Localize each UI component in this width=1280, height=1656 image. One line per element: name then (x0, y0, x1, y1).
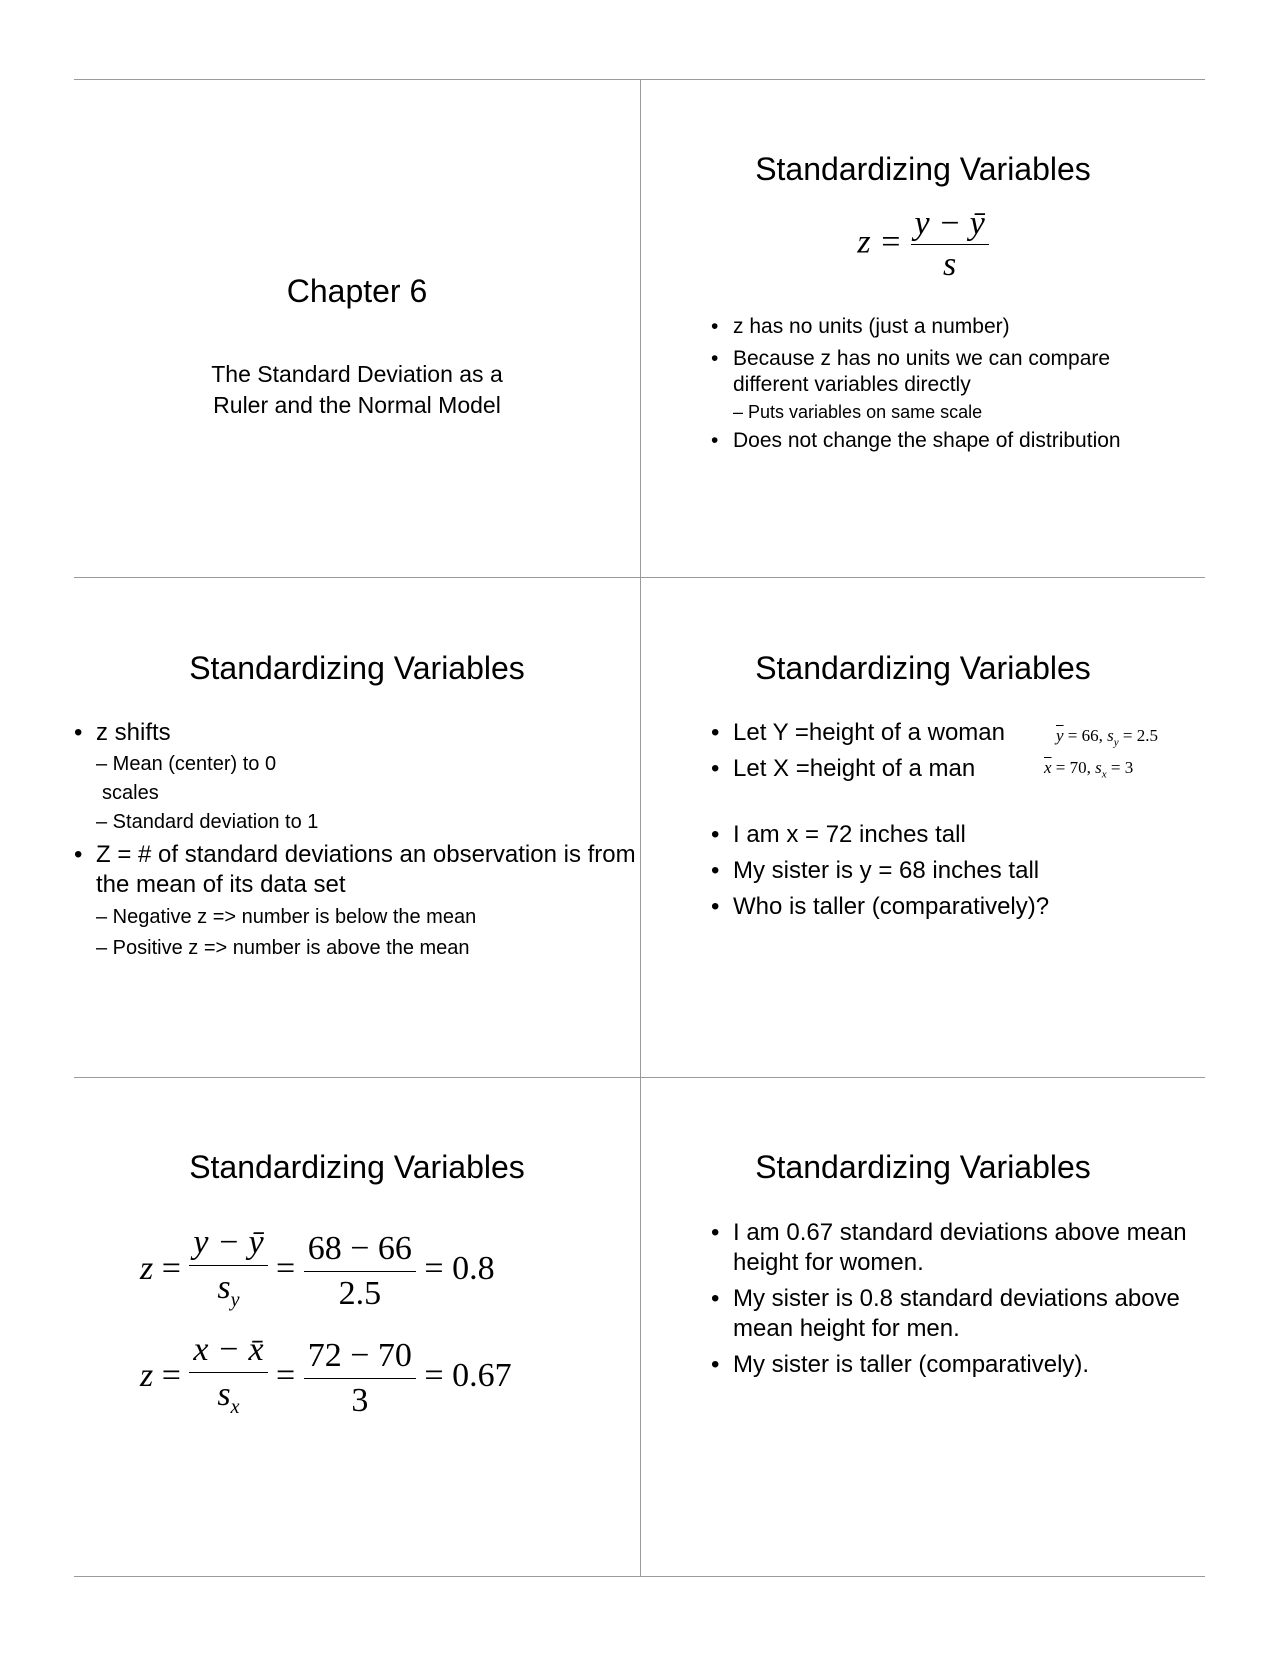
bullet-item: • I am x = 72 inches tall (711, 820, 1185, 850)
denominator (189, 1266, 267, 1322)
fraction-general (189, 1328, 267, 1429)
denominator: 3 (351, 1381, 369, 1419)
sub-bullet-item: – Mean (center) to 0 (96, 753, 277, 775)
text-line: scales (102, 782, 159, 804)
slide-5 (74, 1078, 640, 1576)
y-sd: 2.5 (1136, 726, 1158, 745)
formula-lhs: z = (857, 223, 903, 261)
stats-x: $\overline{x} = 70$, $s_x = 3$ (1044, 758, 1134, 781)
sub-bullet-item: – Puts variables on same scale (733, 402, 983, 422)
slide-6 (641, 1078, 1205, 1576)
subtitle-line-1: The Standard Deviation as a (211, 361, 503, 387)
sub-bullet-item: – Standard deviation to 1 (96, 811, 319, 833)
bullet-item: • My sister is y = 68 inches tall (711, 856, 1185, 886)
y-mean: 66 (1081, 726, 1099, 745)
sd-subscript: y (230, 1288, 240, 1311)
numerator: x − x̄ (193, 1331, 264, 1368)
sd-symbol: s (217, 1269, 231, 1306)
slide-title: Chapter 6 (286, 273, 428, 309)
slide-1 (74, 80, 640, 577)
slide-title: Standardizing Variables (755, 151, 1091, 187)
slide-title: Standardizing Variables (189, 1149, 525, 1185)
x-sd: 3 (1124, 758, 1134, 777)
slide-title: Standardizing Variables (755, 1149, 1091, 1185)
bullet-item: • Because z has no units we can compare different variables directly (711, 346, 1185, 398)
formula-numerator: y − ȳ (914, 205, 985, 242)
sub-bullet-item: – Positive z => number is above the mean (96, 937, 470, 959)
formula-denominator: s (942, 246, 957, 283)
fraction-values (304, 1334, 416, 1423)
equation-men: z = $\frac{x - x̄}{s_x}$ = $\frac{72 - 70}{3}$ = 0.67 (140, 1328, 512, 1429)
slide-subtitle (74, 359, 640, 421)
result: = 0.8 (424, 1250, 495, 1288)
denominator: 2.5 (338, 1274, 382, 1312)
z-score-formula (641, 204, 1205, 285)
numerator: 68 − 66 (307, 1229, 412, 1267)
equation-women: z = $\frac{y - ȳ}{s_y}$ = $\frac{68 - 66}{2.5}$ = 0.8 (140, 1221, 495, 1322)
bullet-item: • I am 0.67 standard deviations above mean height for women. (711, 1218, 1205, 1278)
sub-bullet-item: – Negative z => number is below the mean (96, 906, 477, 928)
fraction-general (189, 1221, 267, 1322)
denominator (189, 1373, 267, 1429)
bullet-item: • z has no units (just a number) (711, 314, 1185, 340)
bullet-list (711, 314, 1185, 460)
slide-4 (641, 578, 1205, 1077)
bullet-list (711, 1218, 1205, 1386)
bullet-item: • Z = # of standard deviations an observation is from the mean of its data set (74, 840, 640, 900)
slide-title: Standardizing Variables (755, 650, 1091, 686)
bullet-item: • z shifts (74, 718, 640, 748)
subtitle-line-2: Ruler and the Normal Model (213, 392, 501, 418)
slide-3 (74, 578, 640, 1077)
slide-2 (641, 80, 1205, 577)
bullet-item: • Who is taller (comparatively)? (711, 892, 1185, 922)
bullet-list-definitions (711, 718, 1031, 790)
formula-fraction (911, 204, 989, 285)
numerator: 72 − 70 (307, 1336, 412, 1374)
bullet-list-question (711, 820, 1185, 928)
stats-y: $\overline{y} = 66$, $s_y = 2.5$ (1056, 726, 1158, 749)
bullet-item: • Let Y =height of a woman (711, 718, 1031, 748)
bullet-item: • My sister is taller (comparatively). (711, 1350, 1205, 1380)
result: = 0.67 (424, 1357, 512, 1395)
numerator: y − ȳ (193, 1224, 264, 1261)
bullet-item: • My sister is 0.8 standard deviations above mean height for men. (711, 1284, 1205, 1344)
slide-title: Standardizing Variables (189, 650, 525, 686)
bullet-item: • Does not change the shape of distribution (711, 428, 1185, 454)
sd-subscript: x (230, 1395, 240, 1418)
bullet-list (74, 718, 640, 964)
x-mean: 70 (1069, 758, 1087, 777)
bullet-item: • Let X =height of a man (711, 754, 1031, 784)
fraction-values (304, 1227, 416, 1316)
sd-symbol: s (217, 1376, 231, 1413)
